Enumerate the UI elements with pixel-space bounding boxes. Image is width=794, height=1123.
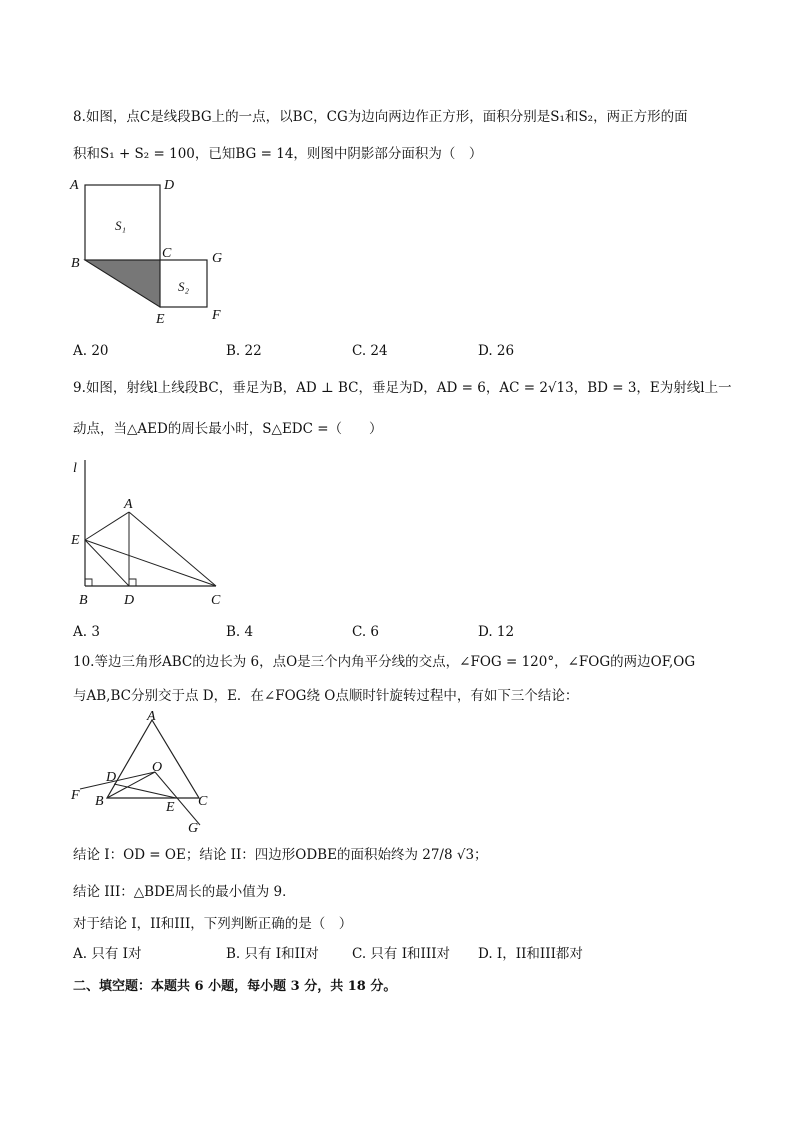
q8-label-E: E	[156, 312, 165, 327]
q8-choice-d[interactable]: D. 26	[478, 343, 515, 359]
q8-figure	[70, 175, 240, 330]
q10-label-G: G	[188, 821, 199, 836]
q9-label-D: D	[124, 593, 135, 608]
q10-stem-line1: 10.等边三角形ABC的边长为 6，点O是三个内角平分线的交点，∠FOG = 120°，∠FOG的两边OF,OG	[73, 654, 696, 670]
q8-label-S2: S₂	[178, 279, 190, 294]
q10-label-C: C	[198, 794, 208, 809]
section-heading-fill-in: 二、填空题：本题共 6 小题，每小题 3 分，共 18 分。	[73, 979, 397, 994]
q9-stem-line2: 动点，当△AED的周长最小时，S△EDC =（ ）	[73, 421, 383, 437]
q10-choice-b[interactable]: B. 只有 I和II对	[226, 946, 319, 962]
q8-label-F: F	[212, 308, 221, 323]
q8-label-S1: S₁	[115, 218, 127, 233]
q10-label-F: F	[71, 788, 80, 803]
q10-conclusion-3: 结论 III：△BDE周长的最小值为 9．	[73, 884, 296, 900]
q8-label-A: A	[70, 178, 79, 193]
q10-ray-of	[80, 772, 155, 789]
q9-label-B: B	[79, 593, 88, 608]
q10-question: 对于结论 I，II和III，下列判断正确的是（ ）	[73, 916, 353, 932]
q9-label-l: l	[73, 461, 77, 476]
q8-label-B: B	[71, 256, 80, 271]
q9-label-E: E	[71, 533, 80, 548]
q8-choice-b[interactable]: B. 22	[226, 343, 262, 359]
q8-choice-a[interactable]: A. 20	[73, 343, 109, 359]
q9-label-A: A	[124, 497, 133, 512]
q8-label-G: G	[212, 251, 223, 266]
q9-stem-line1: 9.如图，射线l上线段BC，垂足为B，AD ⊥ BC，垂足为D，AD = 6，AC = 2√13，BD = 3，E为射线l上一	[73, 380, 732, 396]
q8-label-D: D	[164, 178, 175, 193]
q10-stem-line2: 与AB,BC分别交于点 D，E．在∠FOG绕 O点顺时针旋转过程中，有如下三个结论：	[73, 688, 579, 704]
q10-choice-d[interactable]: D. I，II和III都对	[478, 946, 583, 962]
q10-choice-c[interactable]: C. 只有 I和III对	[352, 946, 451, 962]
q10-figure	[68, 708, 218, 838]
q8-stem-line1: 8.如图，点C是线段BG上的一点，以BC，CG为边向两边作正方形，面积分别是S₁和S₂，两正方形的面	[73, 109, 688, 125]
q9-choice-a[interactable]: A. 3	[73, 624, 100, 640]
q10-label-O: O	[152, 760, 163, 775]
q9-choice-c[interactable]: C. 6	[352, 624, 380, 640]
q9-choice-d[interactable]: D. 12	[478, 624, 515, 640]
q8-stem-line2: 积和S₁ + S₂ = 100，已知BG = 14，则图中阴影部分面积为（ ）	[73, 146, 483, 162]
q8-label-C: C	[162, 246, 172, 261]
q10-label-D: D	[106, 770, 117, 785]
q9-figure	[70, 458, 230, 608]
q8-choice-c[interactable]: C. 24	[352, 343, 388, 359]
q10-choice-a[interactable]: A. 只有 I对	[73, 946, 142, 962]
q10-label-B: B	[95, 794, 104, 809]
q10-triangle-abc	[107, 720, 199, 798]
q9-choice-b[interactable]: B. 4	[226, 624, 254, 640]
q10-label-E: E	[166, 800, 175, 815]
q10-label-A: A	[147, 709, 156, 724]
q9-label-C: C	[211, 593, 221, 608]
q10-conclusion-1-2: 结论 I：OD = OE；结论 II：四边形ODBE的面积始终为 27/8 √3；	[73, 847, 488, 863]
